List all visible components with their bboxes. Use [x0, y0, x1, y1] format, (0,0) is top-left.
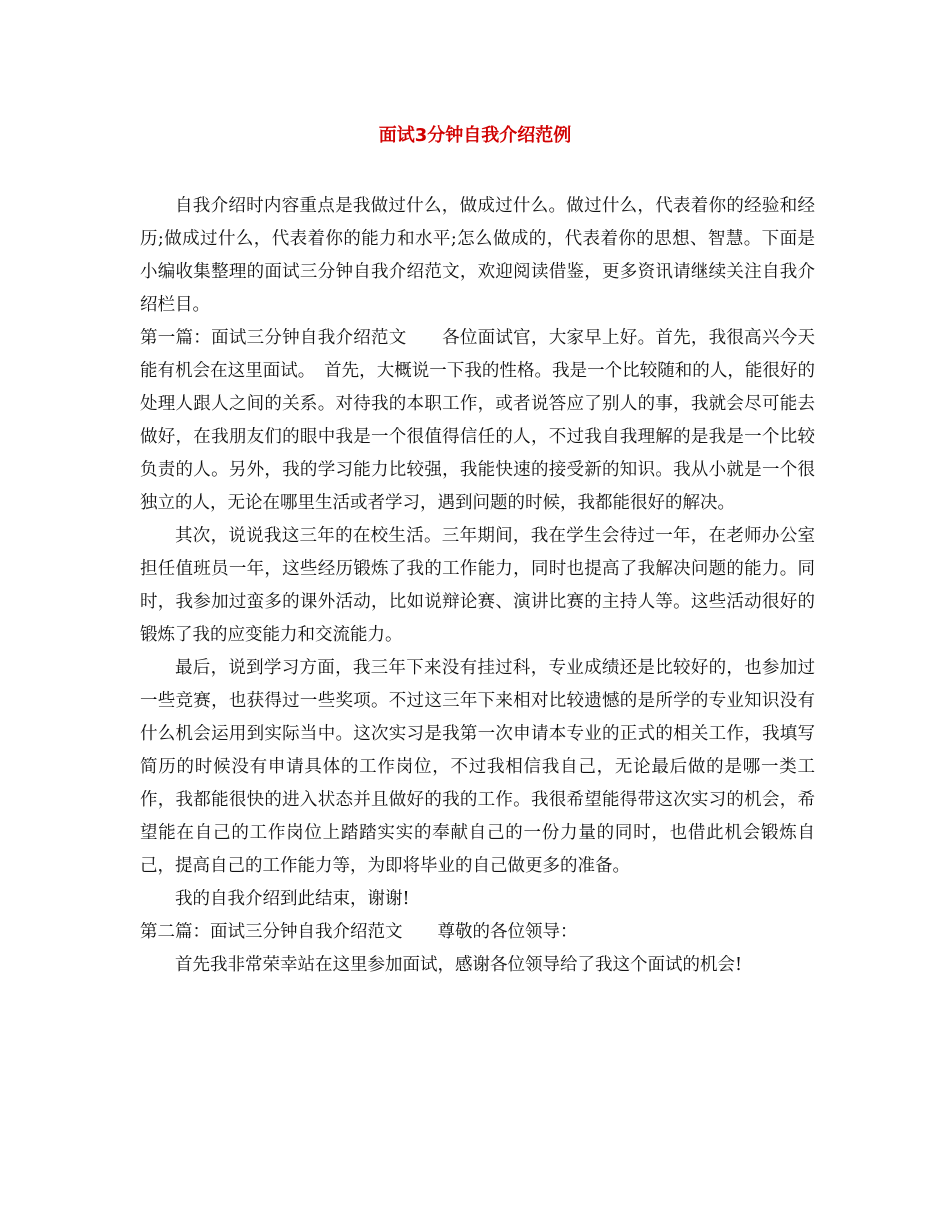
study-paragraph: 最后，说到学习方面，我三年下来没有挂过科，专业成绩还是比较好的，也参加过一些竞赛，也获得过一些奖项。不过这三年下来相对比较遗憾的是所学的专业知识没有什么机会运用到实际当中。这次实习是我第一次申请本专业的正式的相关工作，我填写简历的时候没有申请具体的工作岗位，不过我相信我自己，无论最后做的是哪一类工作，我都能很快的进入状态并且做好的我的工作。我很希望能得带这次实习的机会，希望能在自己的工作岗位上踏踏实实的奉献自己的一份力量的同时，也借此机会锻炼自己，提高自己的工作能力等，为即将毕业的自己做更多的准备。: [140, 658, 815, 876]
second-article-heading: 第二篇：面试三分钟自我介绍范文 尊敬的各位领导：: [140, 922, 578, 942]
campus-life-paragraph: 其次，说说我这三年的在校生活。三年期间，我在学生会待过一年，在老师办公室担任值班员一年，这些经历锻炼了我的工作能力，同时也提高了我解决问题的能力。同时，我参加过蛮多的课外活动，比如说辩论赛、演讲比赛的主持人等。这些活动很好的锻炼了我的应变能力和交流能力。: [140, 526, 815, 645]
intro-paragraph: 自我介绍时内容重点是我做过什么，做成过什么。做过什么，代表着你的经验和经历;做成过什么，代表着你的能力和水平;怎么做成的，代表着你的思想、智慧。下面是小编收集整理的面试三分钟自我介绍范文，欢迎阅读借鉴，更多资讯请继续关注自我介绍栏目。: [140, 196, 815, 315]
document-title: 面试3分钟自我介绍范例: [378, 125, 572, 146]
first-article-paragraph: 第一篇：面试三分钟自我介绍范文 各位面试官，大家早上好。首先，我很高兴今天能有机会在这里面试。 首先，大概说一下我的性格。我是一个比较随和的人，能很好的处理人跟人之间的关系。对待我的本职工作，或者说答应了别人的事，我就会尽可能去做好，在我朋友们的眼中我是一个很值得信任的人，不过我自我理解的是我是一个比较负责的人。另外，我的学习能力比较强，我能快速的接受新的知识。我从小就是一个很独立的人，无论在哪里生活或者学习，遇到问题的时候，我都能很好的解决。: [140, 328, 815, 513]
second-article-paragraph: 首先我非常荣幸站在这里参加面试，感谢各位领导给了我这个面试的机会!: [175, 955, 743, 975]
document-body: [140, 190, 815, 982]
closing-paragraph: 我的自我介绍到此结束，谢谢!: [175, 889, 410, 909]
